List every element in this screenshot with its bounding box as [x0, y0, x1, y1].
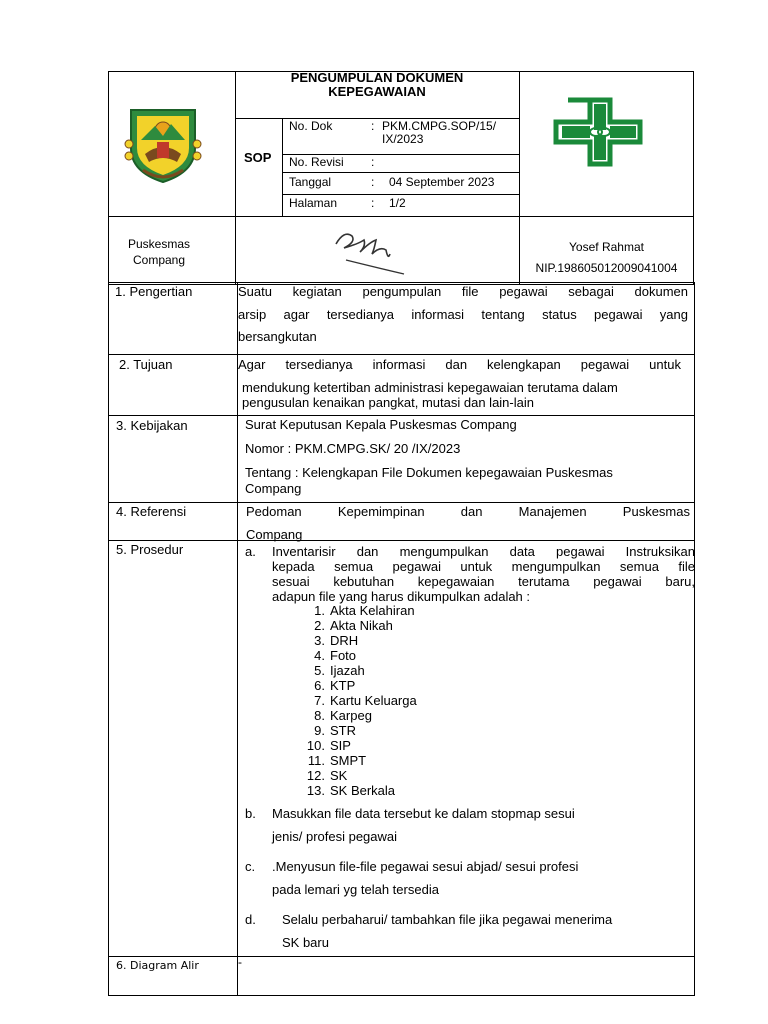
- list-item: 8. Karpeg: [314, 708, 372, 723]
- list-item: 11. SMPT: [307, 753, 367, 768]
- step-text: SK baru: [282, 935, 329, 950]
- section-label: 3. Kebijakan: [116, 418, 188, 433]
- meta-value: 04 September 2023: [389, 175, 495, 189]
- step-text: adapun file yang harus dikumpulkan adalah :: [272, 589, 531, 604]
- meta-colon: :: [371, 155, 375, 169]
- section-text: -: [238, 955, 242, 969]
- content-divider: [108, 540, 695, 541]
- section-text: Agar tersedianya informasi dan kelengkapan pegawai untuk: [238, 357, 681, 372]
- step-marker: a.: [245, 544, 256, 559]
- content-divider: [108, 502, 695, 503]
- list-item: 5. Ijazah: [314, 663, 365, 678]
- header-divider: [282, 118, 283, 216]
- meta-value: 1/2: [389, 196, 406, 210]
- section-text: arsip agar tersedianya informasi tentang status pegawai yang: [238, 307, 688, 322]
- step-text: Selalu perbaharui/ tambahkan file jika pegawai menerima: [282, 912, 613, 927]
- section-text: Compang: [245, 481, 302, 496]
- meta-label: Tanggal: [289, 175, 332, 189]
- meta-label: No. Revisi: [289, 155, 344, 169]
- list-item: 13. SK Berkala: [306, 783, 396, 798]
- meta-value: IX/2023: [382, 132, 424, 146]
- header-divider: [108, 216, 694, 217]
- list-item: 9. STR: [314, 723, 356, 738]
- content-divider: [108, 956, 695, 957]
- content-divider: [237, 282, 238, 996]
- meta-value: PKM.CMPG.SOP/15/: [382, 119, 497, 133]
- document-title: KEPEGAWAIAN: [328, 84, 426, 99]
- step-text: kepada semua pegawai untuk mengumpulkan semua file: [272, 559, 695, 574]
- list-item: 7. Kartu Keluarga: [314, 693, 417, 708]
- institution-name: Compang: [132, 253, 186, 267]
- step-text: jenis/ profesi pegawai: [272, 829, 398, 844]
- section-label: 4. Referensi: [116, 504, 187, 519]
- header-divider: [282, 172, 519, 173]
- content-divider: [108, 354, 695, 355]
- list-item: 3. DRH: [314, 633, 359, 648]
- step-marker: b.: [245, 806, 256, 821]
- file-list: [305, 603, 505, 798]
- head-nip: NIP.198605012009041004: [535, 261, 678, 275]
- section-text: Surat Keputusan Kepala Puskesmas Compang: [245, 417, 517, 432]
- meta-colon: :: [371, 119, 375, 133]
- list-item: 6. KTP: [314, 678, 356, 693]
- header-divider: [235, 71, 236, 285]
- section-text: Nomor : PKM.CMPG.SK/ 20 /IX/2023: [245, 441, 461, 456]
- header-divider: [282, 194, 519, 195]
- step-marker: c.: [245, 859, 256, 874]
- section-label: 2. Tujuan: [119, 357, 173, 372]
- head-name: Yosef Rahmat: [569, 240, 644, 254]
- section-text: bersangkutan: [238, 329, 317, 344]
- section-text: Tentang : Kelengkapan File Dokumen kepegawaian Puskesmas: [245, 465, 613, 480]
- step-text: Masukkan file data tersebut ke dalam stopmap sesui: [272, 806, 575, 821]
- regency-emblem: [121, 104, 205, 184]
- step-text: pada lemari yg telah tersedia: [272, 882, 439, 897]
- section-text: pengusulan kenaikan pangkat, mutasi dan lain-lain: [242, 395, 534, 410]
- content-divider: [108, 415, 695, 416]
- section-label: 6. Diagram Alir: [116, 959, 199, 972]
- sop-label: SOP: [244, 150, 272, 165]
- puskesmas-logo-icon: [552, 96, 644, 168]
- step-text: Inventarisir dan mengumpulkan data pegawai Instruksikan: [272, 544, 695, 559]
- section-text: Pedoman Kepemimpinan dan Manajemen Puskesmas: [246, 504, 690, 519]
- section-text: Suatu kegiatan pengumpulan file pegawai sebagai dokumen: [238, 284, 688, 299]
- section-text: mendukung ketertiban administrasi kepegawaian terutama dalam: [242, 380, 618, 395]
- step-text: .Menyusun file-file pegawai sesui abjad/ sesui profesi: [272, 859, 579, 874]
- signature: [330, 226, 414, 278]
- document-title: PENGUMPULAN DOKUMEN: [290, 70, 464, 85]
- institution-name: Puskesmas: [127, 237, 191, 251]
- list-item: 10. SIP: [306, 738, 351, 753]
- section-label: 5. Prosedur: [116, 542, 184, 557]
- list-item: 1. Akta Kelahiran: [314, 603, 415, 618]
- list-item: 12. SK: [306, 768, 348, 783]
- section-label: 1. Pengertian: [115, 284, 193, 299]
- meta-colon: :: [371, 196, 375, 210]
- section-text: Compang: [246, 527, 303, 542]
- list-item: 2. Akta Nikah: [314, 618, 393, 633]
- meta-label: No. Dok: [289, 119, 333, 133]
- step-text: sesuai kebutuhan kepegawaian terutama pegawai baru,: [272, 574, 695, 589]
- meta-colon: :: [371, 175, 375, 189]
- list-item: 4. Foto: [314, 648, 357, 663]
- step-marker: d.: [245, 912, 256, 927]
- meta-label: Halaman: [289, 196, 338, 210]
